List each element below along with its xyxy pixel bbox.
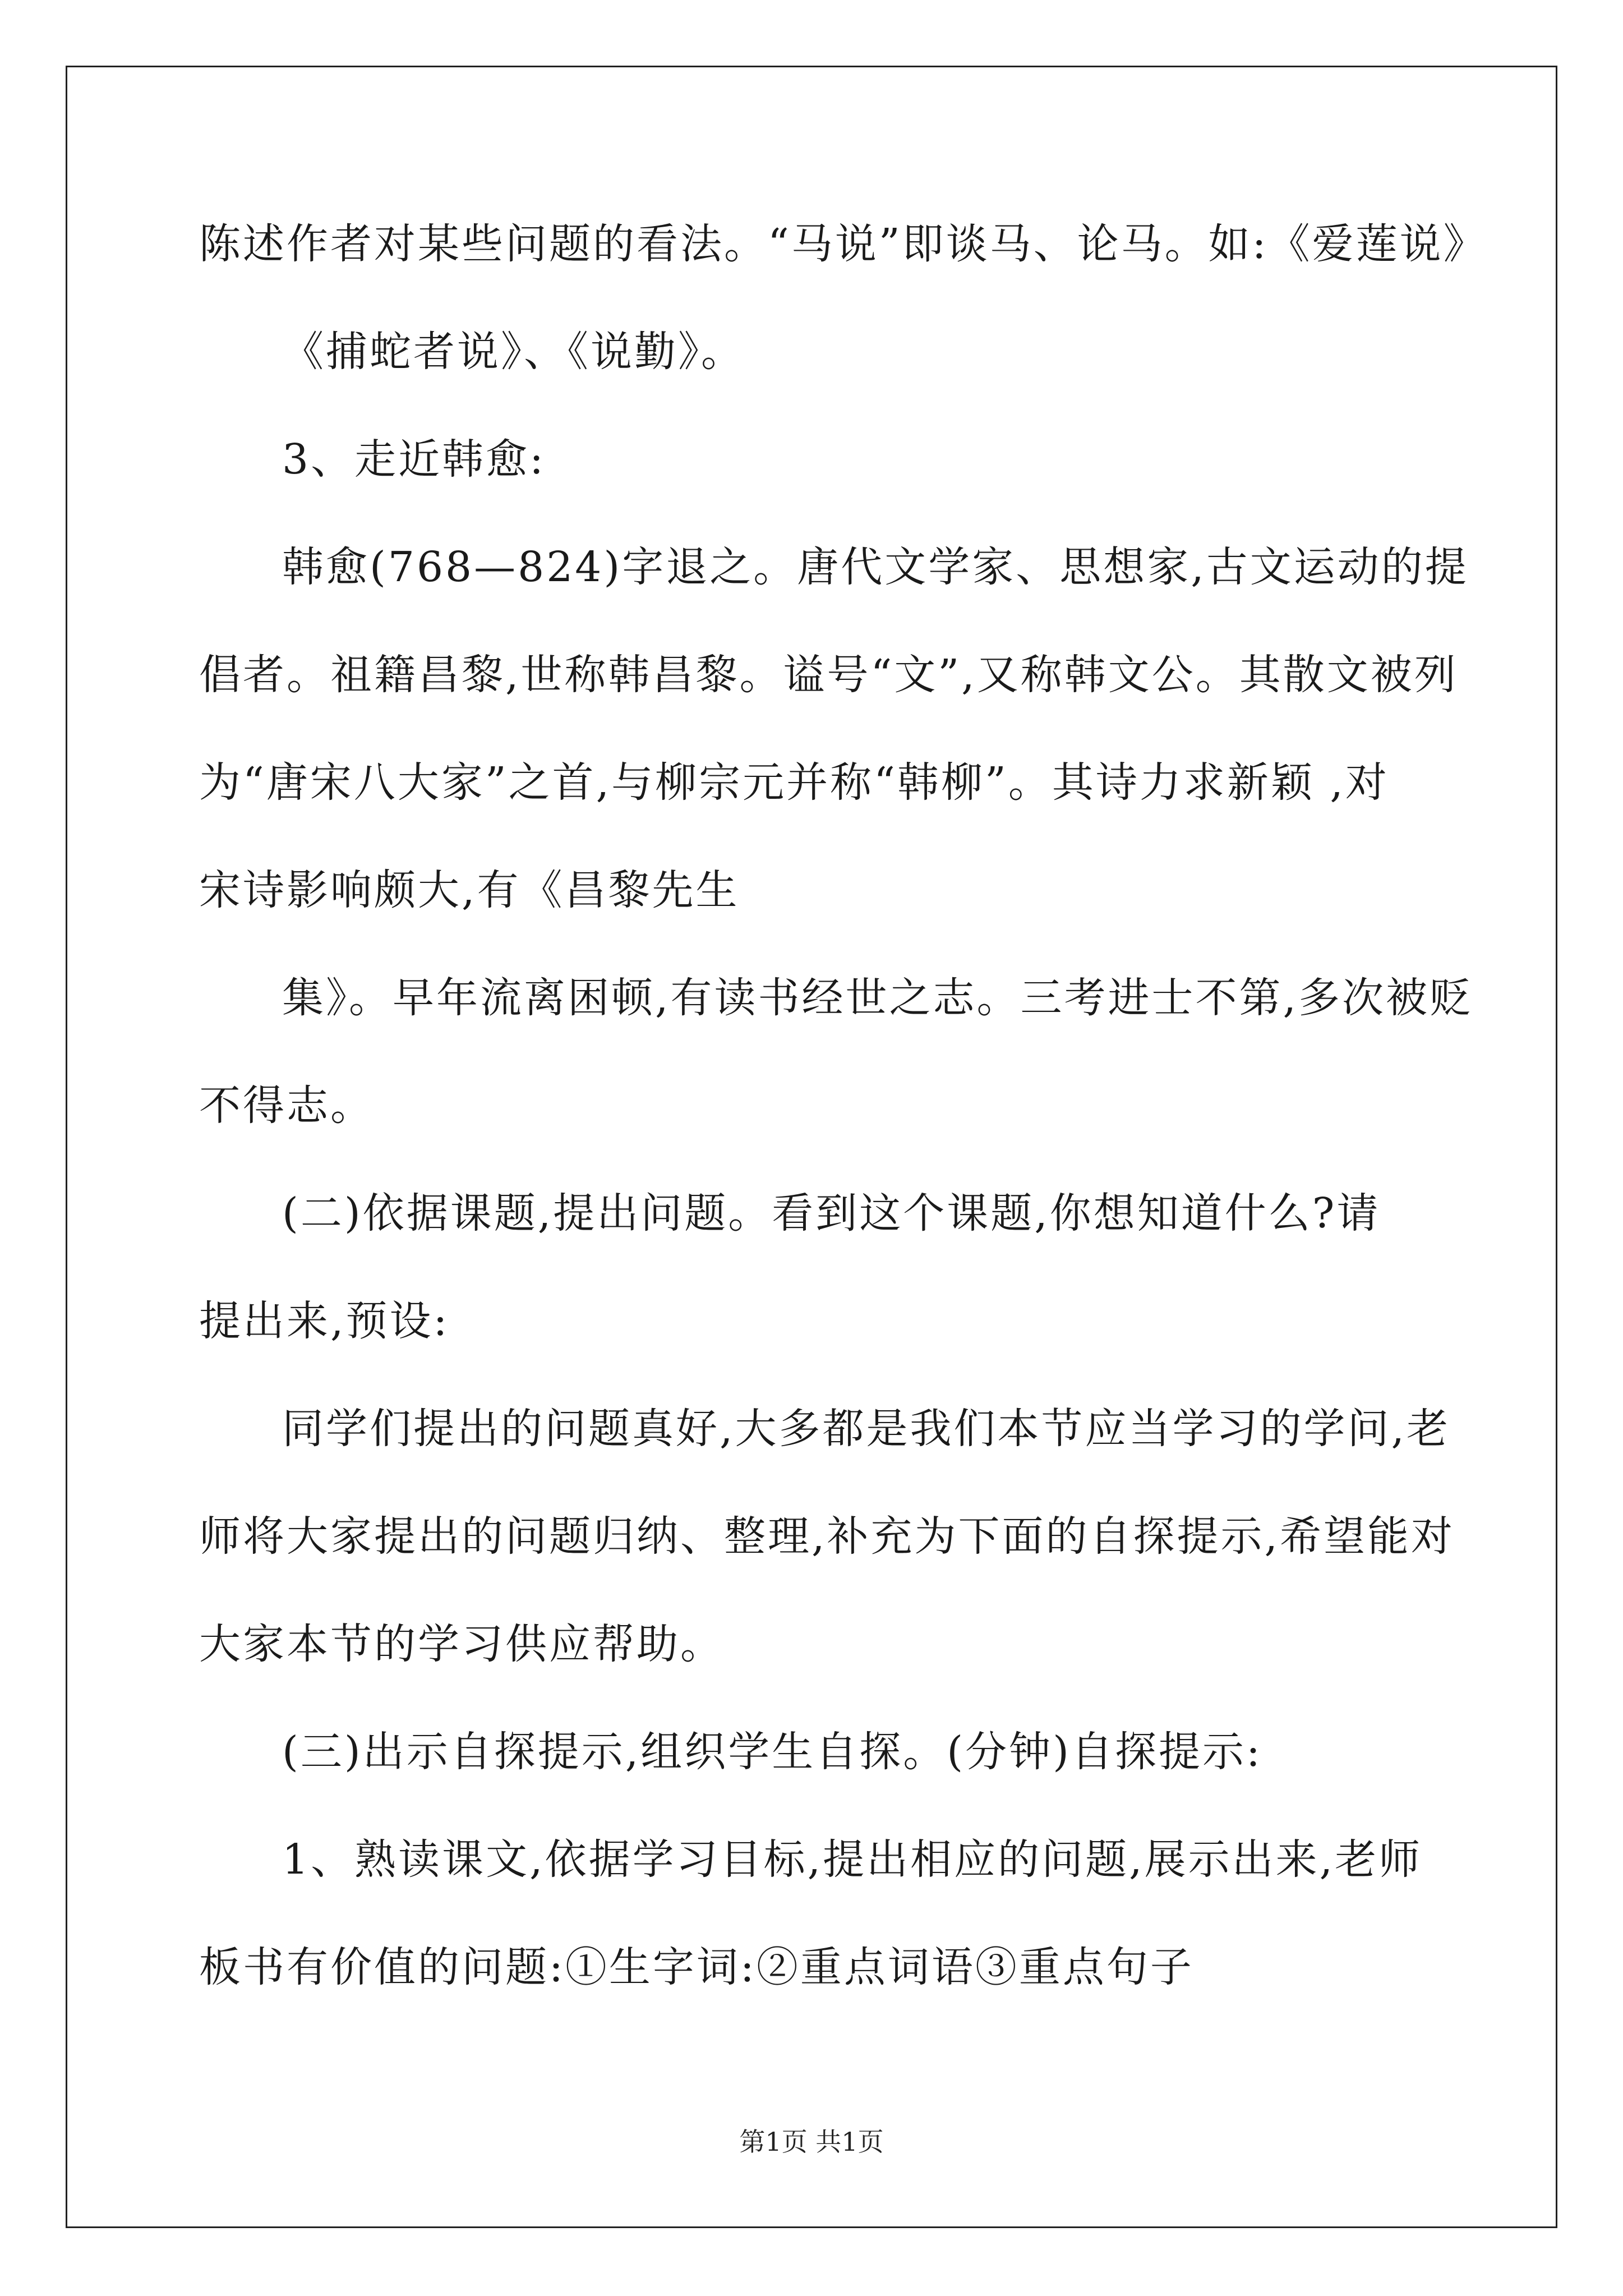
page-number: 第1页 共1页 — [739, 2127, 884, 2157]
text-line: 集》。早年流离困顿,有读书经世之志。三考进士不第,多次被贬 — [282, 974, 1474, 1022]
text-line: 1、熟读课文,依据学习目标,提出相应的问题,展示出来,老师 — [282, 1835, 1423, 1884]
text-line: 同学们提出的问题真好,大多都是我们本节应当学习的学问,老 — [282, 1405, 1451, 1453]
text-line: 3、走近韩愈: — [282, 435, 546, 484]
text-line: (三)出示自探提示,组织学生自探。(分钟)自探提示: — [282, 1728, 1262, 1776]
text-line: 韩愈(768—824)字退之。唐代文学家、思想家,古文运动的提 — [282, 543, 1469, 591]
text-line: (二)依据课题,提出问题。看到这个课题,你想知道什么?请 — [282, 1189, 1381, 1237]
text-line: 倡者。祖籍昌黎,世称韩昌黎。谥号“文”,又称韩文公。其散文被列 — [199, 651, 1458, 699]
text-line: 《捕蛇者说》、《说勤》。 — [282, 328, 745, 376]
text-line: 宋诗影响颇大,有《昌黎先生 — [199, 866, 740, 914]
text-line: 师将大家提出的问题归纳、整理,补充为下面的自探提示,希望能对 — [199, 1512, 1455, 1561]
text-line: 提出来,预设: — [199, 1297, 450, 1345]
page-border — [66, 66, 1557, 2228]
text-line: 陈述作者对某些问题的看法。“马说”即谈马、论马。如:《爱莲说》 — [199, 220, 1487, 268]
text-line: 板书有价值的问题:①生字词:②重点词语③重点句子 — [199, 1943, 1194, 1991]
text-line: 为“唐宋八大家”之首,与柳宗元并称“韩柳”。其诗力求新颖 ,对 — [199, 758, 1389, 807]
text-line: 不得志。 — [199, 1082, 374, 1130]
text-line: 大家本节的学习供应帮助。 — [199, 1620, 724, 1668]
